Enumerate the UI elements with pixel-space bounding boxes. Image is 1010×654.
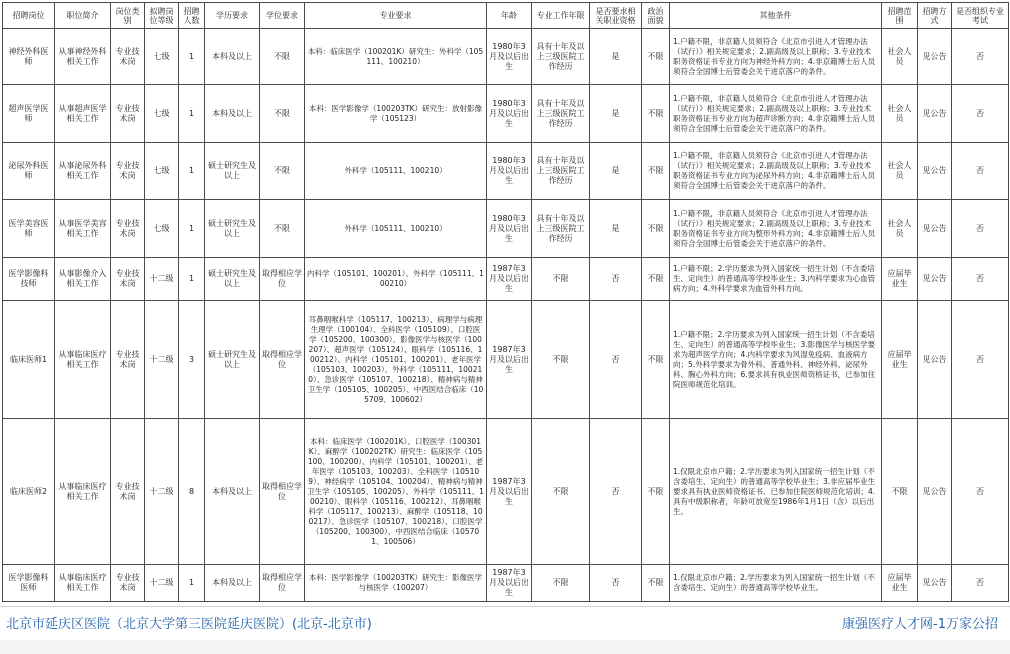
table-row <box>3 142 1009 200</box>
method-cell: 见公告 <box>918 85 952 143</box>
page-footer <box>0 606 1010 636</box>
header-cell: 专业要求 <box>305 3 487 29</box>
degree-cell: 不限 <box>260 29 305 85</box>
qualification-cell: 否 <box>590 301 642 419</box>
count-cell: 8 <box>179 419 205 565</box>
intro-cell: 从事泌尿外科相关工作 <box>55 142 111 200</box>
level-cell: 七级 <box>145 200 179 258</box>
header-cell: 政治面貌 <box>642 3 670 29</box>
years-cell: 不限 <box>532 257 590 300</box>
age-cell: 1980年3月及以后出生 <box>487 200 532 258</box>
header-cell: 学历要求 <box>205 3 260 29</box>
post-cell: 医学影像科技师 <box>3 257 55 300</box>
header-cell: 招聘人数 <box>179 3 205 29</box>
qualification-cell: 是 <box>590 85 642 143</box>
major-cell: 本科：临床医学（100201K）、口腔医学（100301K）、麻醉学（100202TK）研究生：临床医学（105100、100200）、内科学（105101、100201）、老年医学（105103、100203）、全科医学（105109）、神经病学（105104、100204）、精神病与精神卫生学（105105、100205）、外科学（105111、100210）、眼科学（105116、100212）、耳鼻咽喉科学（105117、100213）、麻醉学（105118、100217）、急诊医学（105107、100218）、口腔医学（105200、100300）、中西医结合临床（105701、100506） <box>305 419 487 565</box>
education-cell: 本科及以上 <box>205 564 260 601</box>
political-cell: 不限 <box>642 85 670 143</box>
political-cell: 不限 <box>642 301 670 419</box>
degree-cell: 取得相应学位 <box>260 257 305 300</box>
degree-cell: 不限 <box>260 142 305 200</box>
major-cell: 本科：临床医学（100201K）研究生：外科学（105111、100210） <box>305 29 487 85</box>
header-cell: 职位简介 <box>55 3 111 29</box>
post-cell: 临床医师2 <box>3 419 55 565</box>
table-row <box>3 419 1009 565</box>
category-cell: 专业技术岗 <box>111 257 145 300</box>
scope-cell: 应届毕业生 <box>882 257 918 300</box>
post-cell: 神经外科医师 <box>3 29 55 85</box>
level-cell: 十二级 <box>145 419 179 565</box>
table-row <box>3 257 1009 300</box>
scope-cell: 社会人员 <box>882 85 918 143</box>
table-row <box>3 301 1009 419</box>
count-cell: 1 <box>179 257 205 300</box>
intro-cell: 从事医学美容相关工作 <box>55 200 111 258</box>
table-row <box>3 29 1009 85</box>
political-cell: 不限 <box>642 419 670 565</box>
method-cell: 见公告 <box>918 29 952 85</box>
age-cell: 1987年3月及以后出生 <box>487 301 532 419</box>
conditions-cell: 1.户籍不限，非京籍人员须符合《北京市引进人才管理办法（试行）》相关规定要求；2.副高级及以上职称；3.专业技术职务资格证书专业方向为整形外科方向；4.非京籍博士后人员须符合全国博士后管委会关于进京落户的条件。 <box>670 200 882 258</box>
major-cell: 内科学（105101、100201）、外科学（105111、100210） <box>305 257 487 300</box>
scope-cell: 社会人员 <box>882 29 918 85</box>
exam-cell: 否 <box>952 142 1009 200</box>
table-row <box>3 85 1009 143</box>
header-cell: 是否要求相关职业资格 <box>590 3 642 29</box>
age-cell: 1987年3月及以后出生 <box>487 257 532 300</box>
category-cell: 专业技术岗 <box>111 85 145 143</box>
qualification-cell: 是 <box>590 142 642 200</box>
years-cell: 不限 <box>532 301 590 419</box>
source-site-link[interactable]: 康强医疗人才网-1万家公招 <box>842 617 998 632</box>
conditions-cell: 1.户籍不限，非京籍人员须符合《北京市引进人才管理办法（试行）》相关规定要求；2.副高级及以上职称；3.专业技术职务资格证书专业方向为神经外科方向；4.非京籍博士后人员须符合全国博士后管委会关于进京落户的条件。 <box>670 29 882 85</box>
political-cell: 不限 <box>642 257 670 300</box>
header-cell: 岗位类别 <box>111 3 145 29</box>
age-cell: 1980年3月及以后出生 <box>487 142 532 200</box>
conditions-cell: 1.户籍不限，非京籍人员须符合《北京市引进人才管理办法（试行）》相关规定要求；2.副高级及以上职称；3.专业技术职务资格证书专业方向为超声诊断方向；4.非京籍博士后人员须符合全国博士后管委会关于进京落户的条件。 <box>670 85 882 143</box>
header-cell: 招聘方式 <box>918 3 952 29</box>
major-cell: 外科学（105111、100210） <box>305 200 487 258</box>
conditions-cell: 1.户籍不限；2.学历要求为列入国家统一招生计划（不含委培生、定向生）的普通高等学校毕业生；3.影像医学与核医学要求为超声医学方向；4.内科学要求为风湿免疫病、血液病方向；5.外科学要求为骨外科、普通外科、神经外科、泌尿外科、胸心外科方向；6.要求具有执业医师资格证书，已参加住院医师规范化培训。 <box>670 301 882 419</box>
conditions-cell: 1.户籍不限，非京籍人员须符合《北京市引进人才管理办法（试行）》相关规定要求；2.副高级及以上职称；3.专业技术职务资格证书专业方向为泌尿外科方向；4.非京籍博士后人员须符合全国博士后管委会关于进京落户的条件。 <box>670 142 882 200</box>
major-cell: 耳鼻咽喉科学（105117、100213）、病理学与病理生理学（100104）、全科医学（105109）、口腔医学（105200、100300）、影像医学与核医学（100207）、超声医学（105124）、眼科学（105116、100212）、内科学（105101、100201）、老年医学（105103、100203）、外科学（105111、100210）、急诊医学（105107、100218）、精神病与精神卫生学（105105、100205）、中西医结合临床（105709、100602） <box>305 301 487 419</box>
degree-cell: 不限 <box>260 85 305 143</box>
qualification-cell: 否 <box>590 257 642 300</box>
level-cell: 十二级 <box>145 257 179 300</box>
level-cell: 七级 <box>145 29 179 85</box>
education-cell: 硕士研究生及以上 <box>205 257 260 300</box>
intro-cell: 从事超声医学相关工作 <box>55 85 111 143</box>
scope-cell: 应届毕业生 <box>882 564 918 601</box>
years-cell: 具有十年及以上三级医院工作经历 <box>532 142 590 200</box>
exam-cell: 否 <box>952 29 1009 85</box>
political-cell: 不限 <box>642 200 670 258</box>
count-cell: 1 <box>179 29 205 85</box>
education-cell: 硕士研究生及以上 <box>205 200 260 258</box>
scope-cell: 应届毕业生 <box>882 301 918 419</box>
scope-cell: 社会人员 <box>882 142 918 200</box>
age-cell: 1980年3月及以后出生 <box>487 85 532 143</box>
scope-cell: 社会人员 <box>882 200 918 258</box>
scope-cell: 不限 <box>882 419 918 565</box>
degree-cell: 取得相应学位 <box>260 564 305 601</box>
exam-cell: 否 <box>952 564 1009 601</box>
intro-cell: 从事影像介入相关工作 <box>55 257 111 300</box>
level-cell: 七级 <box>145 142 179 200</box>
category-cell: 专业技术岗 <box>111 29 145 85</box>
degree-cell: 取得相应学位 <box>260 301 305 419</box>
post-cell: 医学影像科医师 <box>3 564 55 601</box>
exam-cell: 否 <box>952 200 1009 258</box>
exam-cell: 否 <box>952 85 1009 143</box>
level-cell: 十二级 <box>145 564 179 601</box>
level-cell: 七级 <box>145 85 179 143</box>
recruitment-table <box>2 2 1009 602</box>
header-cell: 招聘范围 <box>882 3 918 29</box>
category-cell: 专业技术岗 <box>111 564 145 601</box>
years-cell: 具有十年及以上三级医院工作经历 <box>532 200 590 258</box>
intro-cell: 从事临床医疗相关工作 <box>55 564 111 601</box>
level-cell: 十二级 <box>145 301 179 419</box>
education-cell: 本科及以上 <box>205 29 260 85</box>
method-cell: 见公告 <box>918 419 952 565</box>
conditions-cell: 1.仅限北京市户籍；2.学历要求为列入国家统一招生计划（不含委培生、定向生）的普通高等学校毕业生；3.非应届毕业生要求具有执业医师资格证书、已参加住院医师规范化培训；4.具有中级职称者，年龄可放宽至1986年1月1日（含）以后出生。 <box>670 419 882 565</box>
years-cell: 不限 <box>532 564 590 601</box>
header-cell: 是否组织专业考试 <box>952 3 1009 29</box>
count-cell: 1 <box>179 142 205 200</box>
major-cell: 本科：医学影像学（100203TK）研究生：放射影像学（105123） <box>305 85 487 143</box>
count-cell: 1 <box>179 200 205 258</box>
method-cell: 见公告 <box>918 200 952 258</box>
degree-cell: 取得相应学位 <box>260 419 305 565</box>
education-cell: 本科及以上 <box>205 419 260 565</box>
exam-cell: 否 <box>952 419 1009 565</box>
major-cell: 本科：医学影像学（100203TK）研究生：影像医学与核医学（100207） <box>305 564 487 601</box>
bottom-strip <box>0 640 1010 654</box>
qualification-cell: 是 <box>590 200 642 258</box>
method-cell: 见公告 <box>918 564 952 601</box>
header-cell: 年龄 <box>487 3 532 29</box>
count-cell: 1 <box>179 85 205 143</box>
major-cell: 外科学（105111、100210） <box>305 142 487 200</box>
age-cell: 1980年3月及以后出生 <box>487 29 532 85</box>
education-cell: 本科及以上 <box>205 85 260 143</box>
category-cell: 专业技术岗 <box>111 419 145 565</box>
degree-cell: 不限 <box>260 200 305 258</box>
header-cell: 学位要求 <box>260 3 305 29</box>
qualification-cell: 否 <box>590 564 642 601</box>
intro-cell: 从事临床医疗相关工作 <box>55 419 111 565</box>
table-header-row <box>3 3 1009 29</box>
category-cell: 专业技术岗 <box>111 200 145 258</box>
intro-cell: 从事神经外科相关工作 <box>55 29 111 85</box>
qualification-cell: 否 <box>590 419 642 565</box>
table-row <box>3 200 1009 258</box>
header-cell: 专业工作年限 <box>532 3 590 29</box>
political-cell: 不限 <box>642 29 670 85</box>
conditions-cell: 1.户籍不限；2.学历要求为列入国家统一招生计划（不含委培生、定向生）的普通高等学校毕业生；3.内科学要求为心血管病方向；4.外科学要求为血管外科方向。 <box>670 257 882 300</box>
exam-cell: 否 <box>952 301 1009 419</box>
age-cell: 1987年3月及以后出生 <box>487 419 532 565</box>
category-cell: 专业技术岗 <box>111 142 145 200</box>
post-cell: 医学美容医师 <box>3 200 55 258</box>
method-cell: 见公告 <box>918 301 952 419</box>
education-cell: 硕士研究生及以上 <box>205 142 260 200</box>
category-cell: 专业技术岗 <box>111 301 145 419</box>
education-cell: 硕士研究生及以上 <box>205 301 260 419</box>
header-cell: 拟聘岗位等级 <box>145 3 179 29</box>
table-row <box>3 564 1009 601</box>
count-cell: 3 <box>179 301 205 419</box>
header-cell: 招聘岗位 <box>3 3 55 29</box>
conditions-cell: 1.仅限北京市户籍；2.学历要求为列入国家统一招生计划（不含委培生、定向生）的普通高等学校毕业生。 <box>670 564 882 601</box>
years-cell: 具有十年及以上三级医院工作经历 <box>532 85 590 143</box>
post-cell: 泌尿外科医师 <box>3 142 55 200</box>
method-cell: 见公告 <box>918 257 952 300</box>
years-cell: 具有十年及以上三级医院工作经历 <box>532 29 590 85</box>
header-cell: 其他条件 <box>670 3 882 29</box>
political-cell: 不限 <box>642 564 670 601</box>
post-cell: 超声医学医师 <box>3 85 55 143</box>
method-cell: 见公告 <box>918 142 952 200</box>
years-cell: 不限 <box>532 419 590 565</box>
intro-cell: 从事临床医疗相关工作 <box>55 301 111 419</box>
exam-cell: 否 <box>952 257 1009 300</box>
age-cell: 1987年3月及以后出生 <box>487 564 532 601</box>
hospital-name-link[interactable]: 北京市延庆区医院（北京大学第三医院延庆医院）(北京-北京市) <box>6 617 372 632</box>
political-cell: 不限 <box>642 142 670 200</box>
qualification-cell: 是 <box>590 29 642 85</box>
post-cell: 临床医师1 <box>3 301 55 419</box>
count-cell: 1 <box>179 564 205 601</box>
